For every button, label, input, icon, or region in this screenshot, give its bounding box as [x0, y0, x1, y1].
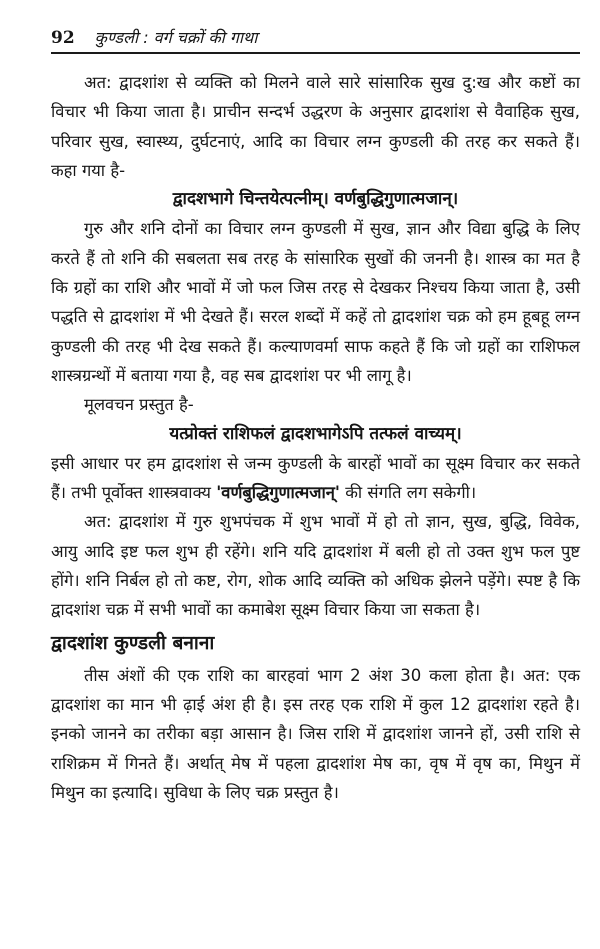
- page-number: 92: [51, 28, 75, 48]
- paragraph: अत: द्वादशांश से व्यक्ति को मिलने वाले सारे सांसारिक सुख दु:ख और कष्टों का विचार भी किया जाता है। प्राचीन सन्दर्भ उद्धरण के अनुसार द्वादशांश से वैवाहिक सुख, परिवार सुख, स्वास्थ्य, दुर्घटनाएं, आदि का विचार लग्न कुण्डली की तरह कर सकते हैं। कहा गया है-: [51, 73, 580, 180]
- running-title: कुण्डली : वर्ग चक्रों की गाथा: [94, 28, 258, 47]
- paragraph: अत: द्वादशांश में गुरु शुभपंचक में शुभ भावों में हो तो ज्ञान, सुख, बुद्धि, विवेक, आयु आदि इष्ट फल शुभ ही रहेंगे। शनि यदि द्वादशांश में बली हो तो उक्त शुभ फल पुष्ट होंगे। शनि निर्बल हो तो कष्ट, रोग, शोक आदि व्यक्ति को अधिक झेलने पड़ेंगे। स्पष्ट है कि द्वादशांश चक्र में सभी भावों का कमाबेश सूक्ष्म विचार किया जा सकता है।: [51, 512, 580, 620]
- sanskrit-verse: यत्प्रोक्तं राशिफलं द्वादशभागेऽपि तत्फलं वाच्यम्।: [169, 423, 462, 444]
- page-body: [51, 68, 580, 807]
- paragraph: गुरु और शनि दोनों का विचार लग्न कुण्डली में सुख, ज्ञान और विद्या बुद्धि के लिए करते हैं तो शनि की सबलता सब तरह के सांसारिक सुखों की जननी है। शास्त्र का मत है कि ग्रहों का राशि और भावों में जो फल जिस तरह से देखकर निश्चय किया जाता है, उसी पद्धति से द्वादशांश में भी देखते हैं। सरल शब्दों में कहें तो द्वादशांश चक्र को हम हूबहू लग्न कुण्डली की तरह भी देख सकते हैं। कल्याणवर्मा साफ कहते हैं कि जो ग्रहों का राशिफल शास्त्रग्रन्थों में बताया गया है, वह सब द्वादशांश पर भी लागू है।: [51, 219, 580, 385]
- paragraph: तीस अंशों की एक राशि का बारहवां भाग 2 अंश 30 कला होता है। अत: एक द्वादशांश का मान भी ढ़ाई अंश ही है। इस तरह एक राशि में कुल 12 द्वादशांश रहते है। इनको जानने का तरीका बड़ा आसान है। जिस राशि में द्वादशांश जानने हों, उसी राशि से राशिक्रम में गिनते हैं। अर्थात् मेष में पहला द्वादशांश मेष का, वृष में वृष का, मिथुन में मिथुन का इत्यादि। सुविधा के लिए चक्र प्रस्तुत है।: [51, 665, 580, 802]
- paragraph-text: इसी आधार पर हम द्वादशांश से जन्म कुण्डली के बारहों भावों का सूक्ष्म विचार कर सकते हैं। तभी पूर्वोक्त शास्त्रवाक्य: [51, 453, 580, 503]
- quoted-phrase: 'वर्णबुद्धिगुणात्मजान्': [216, 483, 340, 503]
- paragraph: मूलवचन प्रस्तुत है-: [84, 395, 194, 415]
- sanskrit-verse: द्वादशभागे चिन्तयेत्पत्नीम्। वर्णबुद्धिगुणात्मजान्।: [172, 189, 459, 210]
- paragraph-text: की संगति लग सकेगी।: [339, 483, 477, 503]
- page-header: [51, 20, 580, 54]
- section-heading: द्वादशांश कुण्डली बनाना: [51, 631, 215, 654]
- paragraph: [51, 449, 580, 508]
